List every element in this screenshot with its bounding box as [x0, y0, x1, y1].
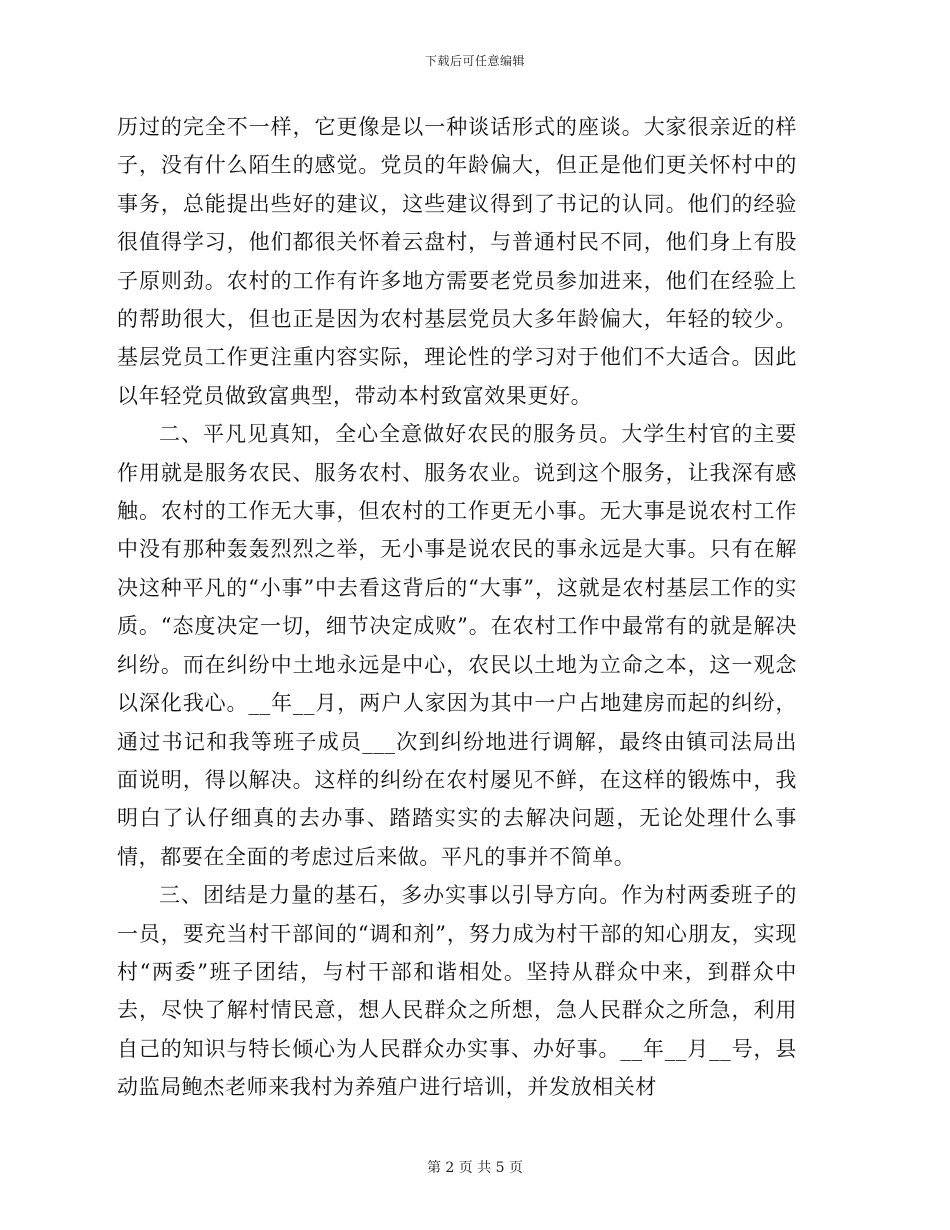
document-body: [117, 108, 797, 1107]
paragraph-section-three: 三、团结是力量的基石，多办实事以引导方向。作为村两委班子的一员，要充当村干部间的“调和剂”，努力成为村干部的知心朋友，实现村“两委”班子团结，与村干部和谐相处。坚持从群众中来，到群众中去，尽快了解村情民意，想人民群众之所想，急人民群众之所急，利用自己的知识与特长倾心为人民群众办实事、办好事。__年__月__号，县动监局鲍杰老师来我村为养殖户进行培训，并发放相关材: [117, 883, 797, 1100]
paragraph-section-two: 二、平凡见真知，全心全意做好农民的服务员。大学生村官的主要作用就是服务农民、服务农村、服务农业。说到这个服务，让我深有感触。农村的工作无大事，但农村的工作更无小事。无大事是说农村工作中没有那种轰轰烈烈之举，无小事是说农民的事永远是大事。只有在解决这种平凡的“小事”中去看这背后的“大事”，这就是农村基层工作的实质。“态度决定一切，细节决定成败”。在农村工作中最常有的就是解决纠纷。而在纠纷中土地永远是中心，农民以土地为立命之本，这一观念以深化我心。__年__月，两户人家因为其中一户占地建房而起的纠纷，通过书记和我等班子成员___次到纠纷地进行调解，最终由镇司法局出面说明，得以解决。这样的纠纷在农村屡见不鲜，在这样的锻炼中，我明白了认仔细真的去办事、踏踏实实的去解决问题，无论处理什么事情，都要在全面的考虑过后来做。平凡的事并不简单。: [117, 422, 797, 869]
page-number-footer: 第 2 页 共 5 页: [426, 1160, 524, 1176]
page-header: 下载后可任意编辑: [424, 54, 525, 68]
paragraph-continuation: 历过的完全不一样，它更像是以一种谈话形式的座谈。大家很亲近的样子，没有什么陌生的感觉。党员的年龄偏大，但正是他们更关怀村中的事务，总能提出些好的建议，这些建议得到了书记的认同。他们的经验很值得学习，他们都很关怀着云盘村，与普通村民不同，他们身上有股子原则劲。农村的工作有许多地方需要老党员参加进来，他们在经验上的帮助很大，但也正是因为农村基层党员大多年龄偏大，年轻的较少。基层党员工作更注重内容实际，理论性的学习对于他们不大适合。因此以年轻党员做致富典型，带动本村致富效果更好。: [117, 115, 797, 408]
